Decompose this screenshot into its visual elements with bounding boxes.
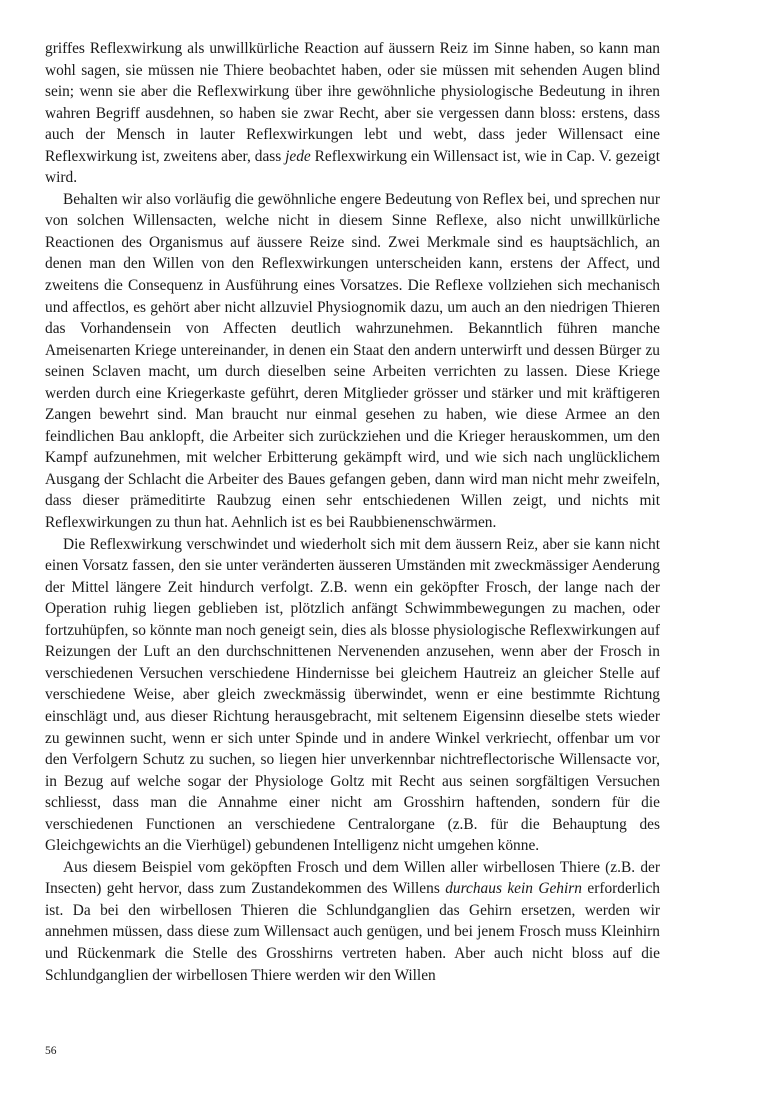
paragraph-1-text-2: Reflexwirkung ein Willensact ist, wie in Cap. V. gezeigt wird. xyxy=(45,147,660,187)
paragraph-2 xyxy=(45,189,660,534)
paragraph-3-text: Die Reflexwirkung verschwindet und wiederholt sich mit dem äussern Reiz, aber sie kann nicht einen Vorsatz fassen, den sie unter veränderten äusseren Umständen mit zweckmässiger Aenderung der Mittel längere Zeit hindurch verfolgt. Z.B. wenn ein geköpfter Frosch, der lange nach der Operation ruhig liegen geblieben ist, plötzlich anfängt Schwimmbewegungen zu machen, oder fortzuhüpfen, so könnte man noch geneigt sein, dies als blosse physiologische Reflexwirkungen auf Reizungen der Luft an den durchschnittenen Nervenenden anzusehen, wenn aber der Frosch in verschiedenen Versuchen verschiedene Hindernisse bei gleichem Hautreiz an gleicher Stelle auf verschiedene Weise, aber gleich zweckmässig überwindet, wenn er eine bestimmte Richtung einschlägt und, aus dieser Richtung herausgebracht, mit seltenem Eigensinn dieselbe stets wieder zu gewinnen sucht, wenn er sich unter Spinde und in andere Winkel verkriecht, offenbar um vor den Verfolgern Schutz zu suchen, so liegen hier unverkennbar nichtreflectorische Willensacte vor, in Bezug auf welche sogar der Physiologe Goltz mit Recht aus seinen sorgfältigen Versuchen schliesst, dass man die Annahme einer nicht am Grosshirn haftenden, sondern für die verschiedenen Functionen an verschiedene Centralorgane (z.B. für die Behauptung des Gleichgewichts an die Vierhügel) gebundenen Intelligenz nicht umgehen könne. xyxy=(45,535,660,855)
page-number: 56 xyxy=(45,1045,57,1057)
paragraph-1 xyxy=(45,38,660,189)
paragraph-4-text-1: Aus diesem Beispiel vom geköpften Frosch und dem Willen aller wirbellosen Thiere (z.B. der Insecten) geht hervor, dass zum Zustandekommen des Willens xyxy=(45,858,660,898)
paragraph-4-emphasis: durchaus kein Gehirn xyxy=(445,880,582,898)
paragraph-4-text-2: erforderlich ist. Da bei den wirbellosen Thieren die Schlundganglien das Gehirn ersetzen, werden wir annehmen müssen, dass diese zum Willensact auch genügen, und bei jenem Frosch muss Kleinhirn und Rückenmark die Stelle des Grosshirns vertreten haben. Aber auch nicht bloss auf die Schlundganglien der wirbellosen Thiere werden wir den Willen xyxy=(45,880,660,984)
paragraph-4 xyxy=(45,857,660,986)
paragraph-1-emphasis: jede xyxy=(285,147,311,165)
paragraph-3 xyxy=(45,534,660,857)
paragraph-2-text: Behalten wir also vorläufig die gewöhnliche engere Bedeutung von Reflex bei, und sprechen nur von solchen Willensacten, welche nicht in diesem Sinne Reflexe, also nicht unwillkürliche Reactionen des Organismus auf äussere Reize sind. Zwei Merkmale sind es hauptsächlich, an denen man den Willen von den Reflexwirkungen unterscheiden kann, erstens der Affect, und zweitens die Consequenz in Ausführung eines Vorsatzes. Die Reflexe vollziehen sich mechanisch und affectlos, es gehört aber nicht allzuviel Physiognomik dazu, um auch an den niedrigen Thieren das Vorhandensein von Affecten deutlich wahrzunehmen. Bekanntlich führen manche Ameisenarten Kriege untereinander, in denen ein Staat den andern unterwirft und dessen Bürger zu seinen Sclaven macht, um durch dieselben seine Arbeiten verrichten zu lassen. Diese Kriege werden durch eine Kriegerkaste geführt, deren Mitglieder grösser und stärker und mit kräftigeren Zangen bewehrt sind. Man braucht nur einmal gesehen zu haben, wie diese Armee an den feindlichen Bau anklopft, die Arbeiter sich zurückziehen und die Krieger herauskommen, um den Kampf aufzunehmen, mit welcher Erbitterung gekämpft wird, und wie sich nach unglücklichem Ausgang der Schlacht die Arbeiter des Baues gefangen geben, dann wird man nicht mehr zweifeln, dass dieser prämeditirte Raubzug einen sehr entschiedenen Willen zeigt, und nichts mit Reflexwirkungen zu thun hat. Aehnlich ist es bei Raubbienenschwärmen. xyxy=(45,190,660,532)
paragraph-1-text-1: griffes Reflexwirkung als unwillkürliche Reaction auf äussern Reiz im Sinne haben, so kann man wohl sagen, sie müssen nie Thiere beobachtet haben, oder sie müssen mit sehenden Augen blind sein; wenn sie aber die Reflexwirkung über ihre gewöhnliche physiologische Bedeutung in ihren wahren Begriff ausdehnen, so haben sie zwar Recht, aber sie vergessen dann bloss: erstens, dass auch der Mensch in lauter Reflexwirkungen lebt und webt, dass jeder Willensact eine Reflexwirkung ist, zweitens aber, dass xyxy=(45,40,660,165)
page-body xyxy=(45,38,660,986)
